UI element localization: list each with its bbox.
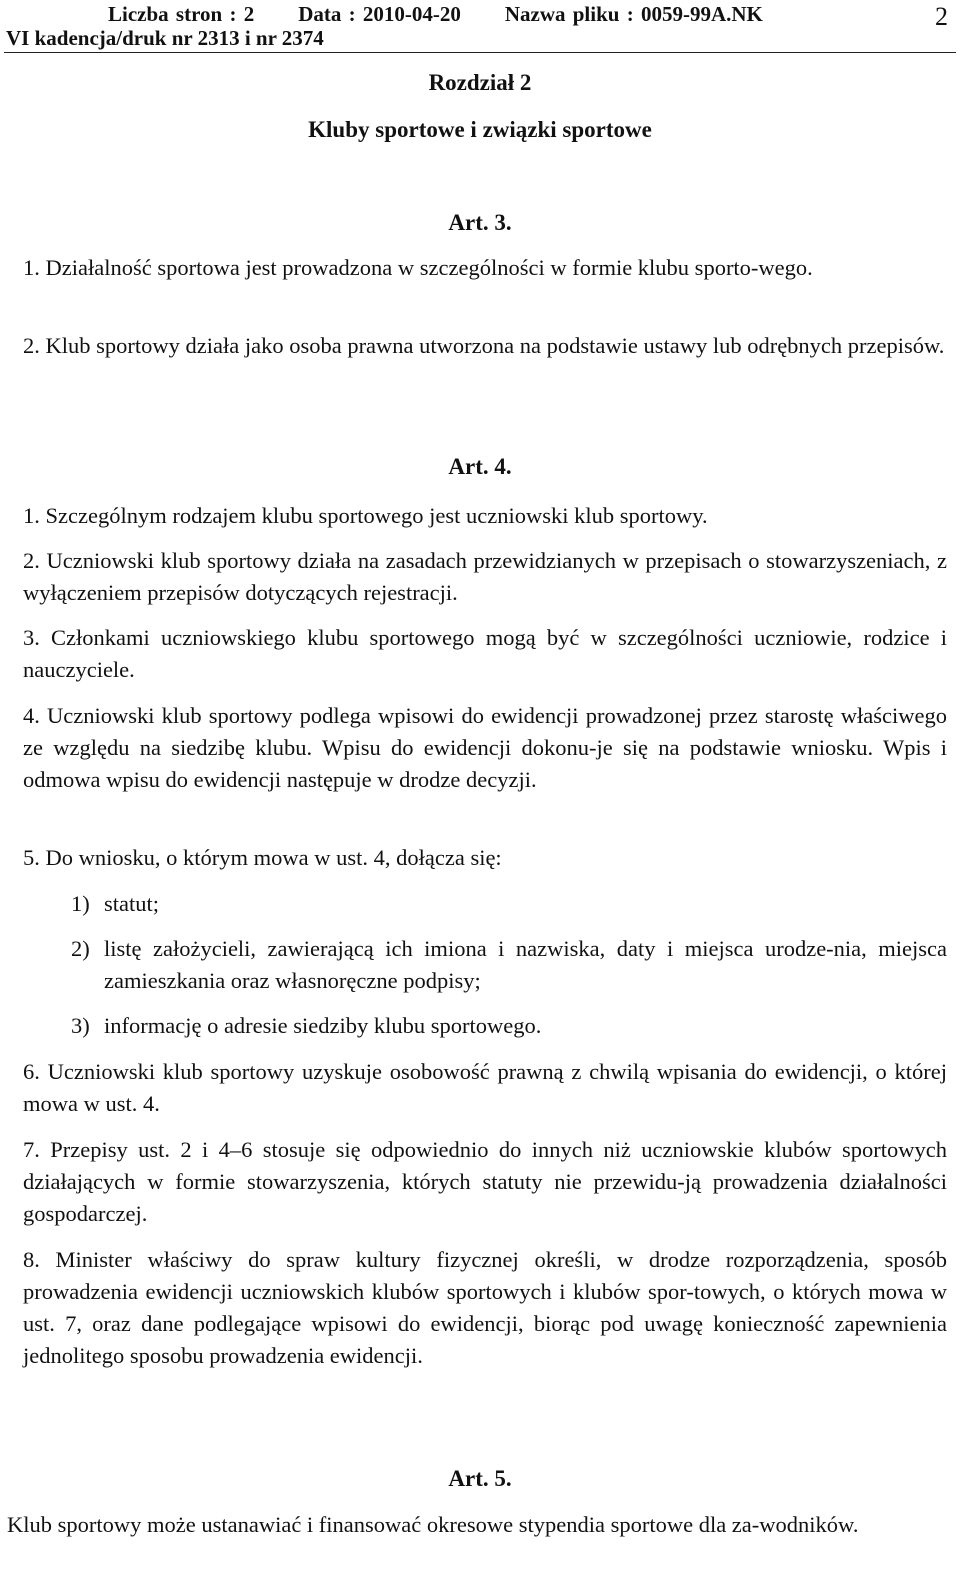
document-header xyxy=(0,0,960,52)
art4-paragraph-3: 3. Członkami uczniowskiego klubu sportowego mogą być w szczególności uczniowie, rodzice i nauczyciele. xyxy=(23,625,947,682)
article-4-title: Art. 4. xyxy=(448,454,512,479)
art4-paragraph-7: 7. Przepisy ust. 2 i 4–6 stosuje się odpowiednio do innych niż uczniowskie klubów sportowych działających w formie stowarzyszenia, których statuty nie przewidu-ją prowadzenia działalności gospodarczej. xyxy=(23,1137,947,1226)
header-divider xyxy=(4,52,956,53)
list-item-text: listę założycieli, zawierającą ich imiona i nazwiska, daty i miejsca urodze-nia, miejsca zamieszkania oraz własnoręczne podpisy; xyxy=(104,936,947,993)
art3-paragraph-2: 2. Klub sportowy działa jako osoba prawna utworzona na podstawie ustawy lub odrębnych przepisów. xyxy=(23,333,945,358)
article-3-title: Art. 3. xyxy=(448,210,512,235)
chapter-title: Kluby sportowe i związki sportowe xyxy=(308,117,652,142)
list-item-text: statut; xyxy=(104,891,159,916)
list-item xyxy=(71,888,947,920)
header-session: VI kadencja/druk nr 2313 i nr 2374 xyxy=(6,26,324,50)
article-5-title: Art. 5. xyxy=(448,1466,512,1491)
header-metadata-row xyxy=(108,2,763,27)
art4-paragraph-4: 4. Uczniowski klub sportowy podlega wpisowi do ewidencji prowadzonej przez starostę właściwego ze względu na siedzibę klubu. Wpisu do ewidencji dokonu-je się na podstawie wniosku. Wpis i odmowa wpisu do ewidencji następuje w drodze decyzji. xyxy=(23,703,947,792)
header-filename: Nazwa pliku : 0059-99A.NK xyxy=(504,2,763,26)
art4-paragraph-2: 2. Uczniowski klub sportowy działa na zasadach przewidzianych w przepisach o stowarzyszeniach, z wyłączeniem przepisów dotyczących rejestracji. xyxy=(23,548,947,605)
art3-paragraph-1: 1. Działalność sportowa jest prowadzona w szczególności w formie klubu sporto-wego. xyxy=(23,255,813,280)
header-date: Data : 2010-04-20 xyxy=(298,2,461,26)
art5-paragraph-1: Klub sportowy może ustanawiać i finansować okresowe stypendia sportowe dla za-wodników. xyxy=(7,1512,859,1537)
list-item-number: 1) xyxy=(71,891,90,916)
list-item xyxy=(71,1010,947,1042)
art4-paragraph-5: 5. Do wniosku, o którym mowa w ust. 4, dołącza się: xyxy=(23,845,502,870)
list-item-number: 3) xyxy=(71,1013,90,1038)
list-item-number: 2) xyxy=(71,936,90,961)
chapter-number: Rozdział 2 xyxy=(428,70,532,95)
art4-paragraph-8: 8. Minister właściwy do spraw kultury fizycznej określi, w drodze rozporządzenia, sposób prowadzenia ewidencji uczniowskich klubów sportowych i klubów spor-towych, o których mowa w ust. 7, oraz dane podlegające wpisowi do ewidencji, biorąc pod uwagę konieczność zapewnienia jednolitego sposobu prowadzenia ewidencji. xyxy=(23,1247,947,1368)
page-number: 2 xyxy=(935,2,948,31)
art4-paragraph-6: 6. Uczniowski klub sportowy uzyskuje osobowość prawną z chwilą wpisania do ewidencji, o której mowa w ust. 4. xyxy=(23,1059,947,1116)
list-item xyxy=(71,933,947,997)
header-page-count: Liczba stron : 2 xyxy=(108,2,255,26)
list-item-text: informację o adresie siedziby klubu sportowego. xyxy=(104,1013,542,1038)
art4-paragraph-1: 1. Szczególnym rodzajem klubu sportowego jest uczniowski klub sportowy. xyxy=(23,503,708,528)
